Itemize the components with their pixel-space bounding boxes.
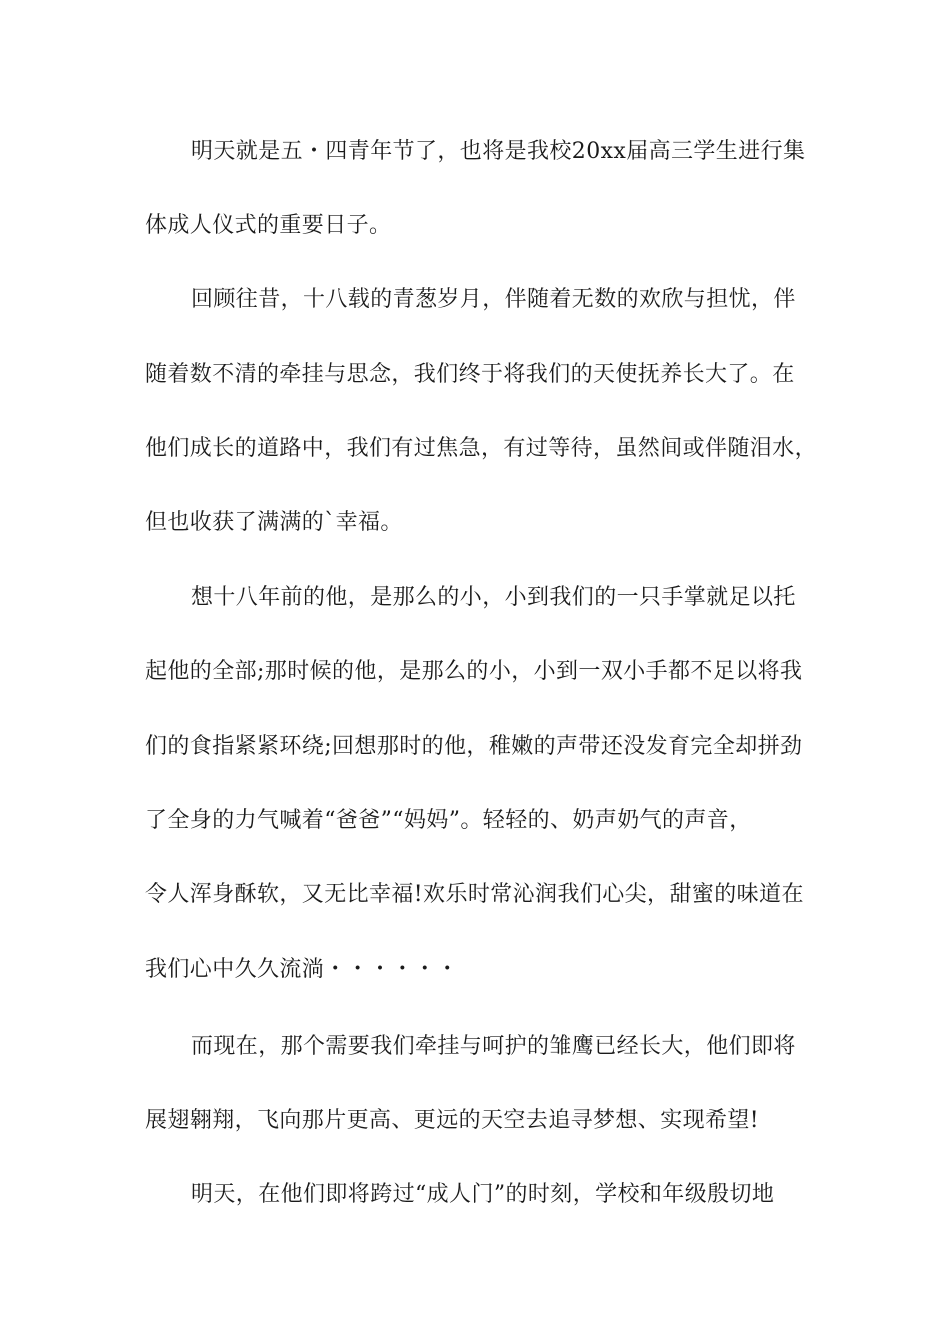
paragraph-1-line-2: 体成人仪式的重要日子。	[145, 213, 392, 238]
paragraph-3-line-1: 想十八年前的他，是那么的小，小到我们的一只手掌就足以托	[191, 585, 796, 610]
paragraph-3-line-4: 了全身的力气喊着“爸爸”“妈妈”。轻轻的、奶声奶气的声音，	[145, 808, 752, 833]
paragraph-3-line-6: 我们心中久久流淌・・・・・・	[145, 957, 459, 982]
paragraph-4-line-1: 而现在，那个需要我们牵挂与呵护的雏鹰已经长大，他们即将	[191, 1034, 796, 1059]
paragraph-2-line-1: 回顾往昔，十八载的青葱岁月，伴随着无数的欢欣与担忧，伴	[191, 287, 796, 312]
paragraph-2-line-4: 但也收获了满满的`幸福。	[145, 510, 403, 535]
paragraph-2-line-2: 随着数不清的牵挂与思念，我们终于将我们的天使抚养长大了。在	[145, 362, 795, 387]
paragraph-4-line-2: 展翅翱翔，飞向那片更高、更远的天空去追寻梦想、实现希望!	[145, 1108, 760, 1133]
paragraph-3-line-3: 们的食指紧紧环绕;回想那时的他，稚嫩的声带还没发育完全却拼劲	[145, 734, 803, 759]
paragraph-3-line-5: 令人浑身酥软，又无比幸福!欢乐时常沁润我们心尖，甜蜜的味道在	[145, 882, 804, 907]
paragraph-1-line-1: 明天就是五・四青年节了，也将是我校20xx届高三学生进行集	[191, 139, 806, 164]
paragraph-2-line-3: 他们成长的道路中，我们有过焦急，有过等待，虽然间或伴随泪水，	[145, 436, 818, 461]
paragraph-5-line-1: 明天，在他们即将跨过“成人门”的时刻，学校和年级殷切地	[191, 1182, 775, 1207]
paragraph-3-line-2: 起他的全部;那时候的他，是那么的小，小到一双小手都不足以将我	[145, 659, 803, 684]
